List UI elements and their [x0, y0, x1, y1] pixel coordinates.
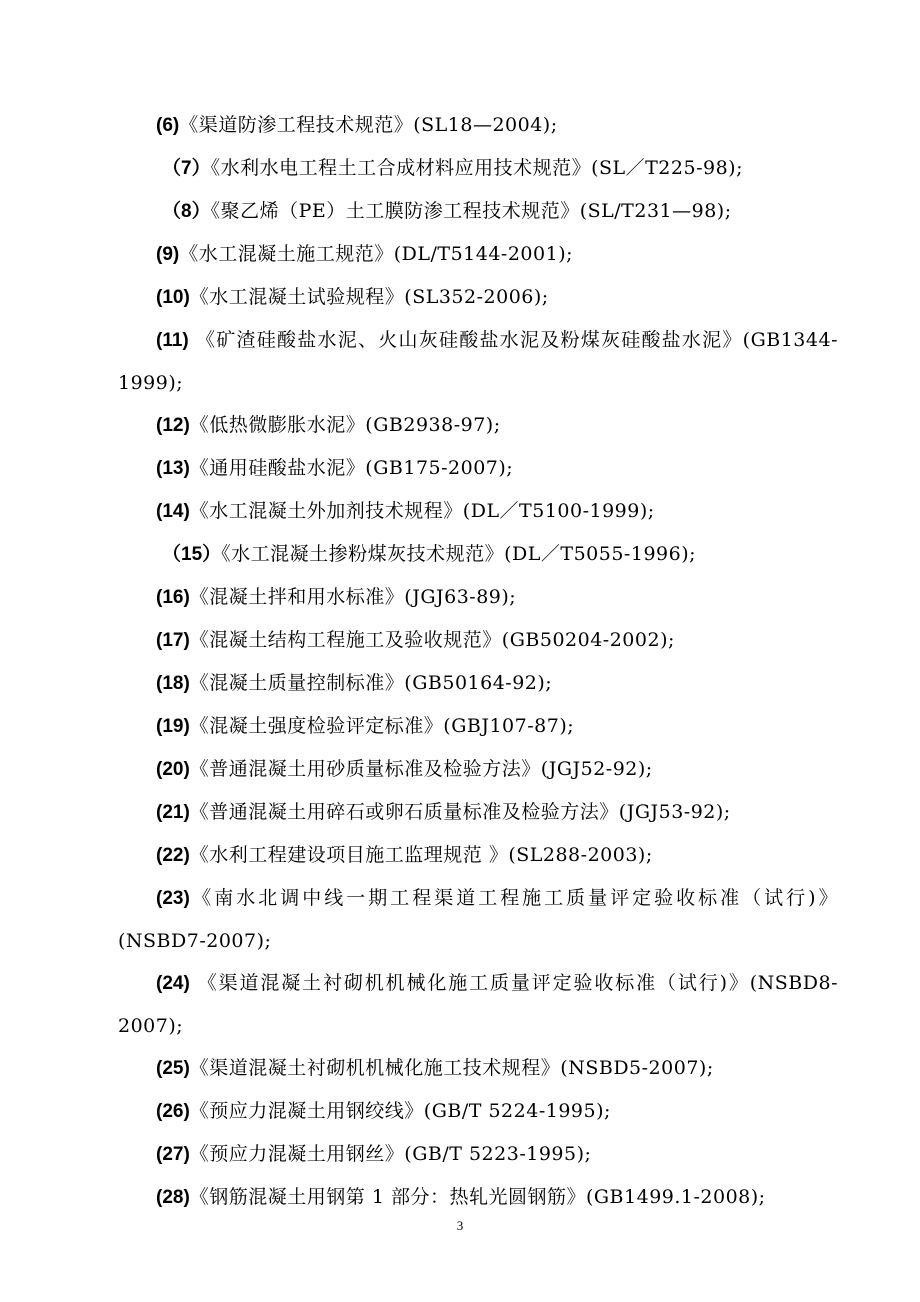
reference-number: （8） — [162, 201, 211, 222]
reference-number: (28) — [156, 1187, 190, 1208]
reference-item — [118, 619, 838, 662]
reference-text: 《渠道混凝土衬砌机机械化施工质量评定验收标准（试行)》(NSBD8-2007); — [118, 972, 838, 1037]
reference-text: 《预应力混凝土用钢丝》(GB/T 5223-1995); — [189, 1143, 592, 1165]
reference-text: 《低热微膨胀水泥》(GB2938-97); — [189, 414, 501, 436]
reference-text: 《水工混凝土试验规程》(SL352-2006); — [189, 286, 549, 308]
reference-text: 《混凝土质量控制标准》(GB50164-92); — [189, 672, 553, 694]
reference-item — [118, 1090, 838, 1133]
reference-item — [118, 576, 838, 619]
reference-text: 《渠道混凝土衬砌机机械化施工技术规程》(NSBD5-2007); — [189, 1057, 714, 1079]
reference-text: 《矿渣硅酸盐水泥、火山灰硅酸盐水泥及粉煤灰硅酸盐水泥》(GB1344-1999); — [118, 329, 838, 394]
reference-number: (16) — [156, 587, 190, 608]
reference-item — [118, 1047, 838, 1090]
reference-item — [118, 233, 838, 276]
reference-item — [118, 490, 838, 533]
reference-item — [118, 276, 838, 319]
reference-text: 《水工混凝土施工规范》(DL/T5144-2001); — [179, 243, 574, 265]
reference-item — [118, 962, 838, 1047]
reference-number: (21) — [156, 802, 190, 823]
reference-number: (18) — [156, 673, 190, 694]
reference-number: (14) — [156, 501, 190, 522]
reference-number: (12) — [156, 415, 190, 436]
reference-item — [118, 705, 838, 748]
reference-number: (17) — [156, 630, 190, 651]
reference-number: (10) — [156, 287, 190, 308]
reference-item — [118, 447, 838, 490]
reference-text: 《聚乙烯（PE）土工膜防渗工程技术规范》(SL/T231—98); — [210, 200, 732, 222]
reference-item — [118, 1176, 838, 1219]
reference-number: (20) — [156, 759, 190, 780]
reference-number: (24) — [156, 973, 190, 994]
reference-number: (23) — [156, 888, 190, 909]
reference-number: (11) — [156, 330, 189, 351]
reference-item — [118, 662, 838, 705]
reference-number: (25) — [156, 1058, 190, 1079]
reference-item — [118, 104, 838, 147]
reference-number: (26) — [156, 1101, 190, 1122]
reference-number: （15） — [162, 544, 222, 565]
reference-number: (9) — [156, 244, 180, 265]
reference-number: (27) — [156, 1144, 190, 1165]
reference-text: 《南水北调中线一期工程渠道工程施工质量评定验收标准（试行)》(NSBD7-2007); — [118, 887, 838, 952]
reference-item — [118, 533, 838, 576]
reference-number: (13) — [156, 458, 190, 479]
reference-number: (6) — [156, 115, 180, 136]
reference-text: 《通用硅酸盐水泥》(GB175-2007); — [189, 457, 514, 479]
reference-item — [118, 190, 838, 233]
page-number: 3 — [456, 1218, 464, 1233]
reference-number: (19) — [156, 716, 190, 737]
reference-text: 《水利工程建设项目施工监理规范 》(SL288-2003); — [189, 844, 653, 866]
reference-text: 《水工混凝土掺粉煤灰技术规范》(DL／T5055-1996); — [221, 543, 697, 565]
reference-text: 《混凝土强度检验评定标准》(GBJ107-87); — [189, 715, 575, 737]
reference-item — [118, 791, 838, 834]
reference-text: 《预应力混凝土用钢绞线》(GB/T 5224-1995); — [189, 1100, 611, 1122]
reference-text: 《普通混凝土用碎石或卵石质量标准及检验方法》(JGJ53-92); — [189, 801, 731, 823]
reference-item — [118, 877, 838, 962]
reference-text: 《混凝土拌和用水标准》(JGJ63-89); — [189, 586, 517, 608]
reference-text: 《钢筋混凝土用钢第 1 部分：热轧光圆钢筋》(GB1499.1-2008); — [189, 1186, 766, 1208]
reference-number: （7） — [162, 158, 211, 179]
reference-item — [118, 748, 838, 791]
reference-number: (22) — [156, 845, 190, 866]
reference-text: 《普通混凝土用砂质量标准及检验方法》(JGJ52-92); — [189, 758, 653, 780]
reference-text: 《渠道防渗工程技术规范》(SL18—2004); — [179, 114, 558, 136]
reference-item — [118, 404, 838, 447]
reference-text: 《水利水电工程土工合成材料应用技术规范》(SL／T225-98); — [210, 157, 743, 179]
reference-item — [118, 147, 838, 190]
reference-text: 《混凝土结构工程施工及验收规范》(GB50204-2002); — [189, 629, 675, 651]
reference-item — [118, 319, 838, 404]
reference-item — [118, 834, 838, 877]
reference-item — [118, 1133, 838, 1176]
reference-text: 《水工混凝土外加剂技术规程》(DL／T5100-1999); — [189, 500, 655, 522]
reference-list — [118, 104, 838, 1219]
